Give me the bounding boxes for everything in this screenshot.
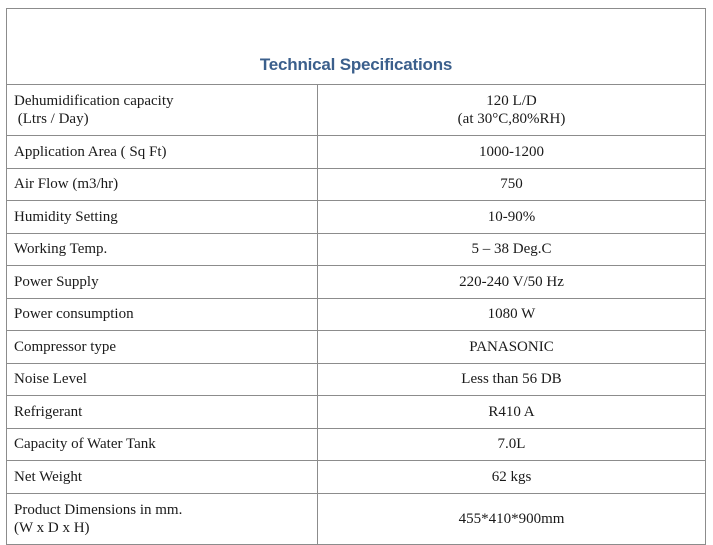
spec-label-line: Dehumidification capacity (14, 93, 174, 109)
spec-value-line: 1080 W (487, 306, 536, 323)
spec-value-line: 220-240 V/50 Hz (459, 273, 564, 290)
spec-value-line: 1000-1200 (479, 143, 544, 160)
table-row (7, 493, 706, 544)
table-row (7, 266, 706, 299)
table-row (7, 363, 706, 396)
spec-value (318, 168, 706, 201)
spec-value (318, 396, 706, 429)
table-row (7, 428, 706, 461)
spec-label-line: Net Weight (14, 468, 83, 485)
spec-value-line: 455*410*900mm (458, 510, 565, 527)
spec-value (318, 298, 706, 331)
spec-value-line: 750 (500, 176, 523, 193)
spec-label (7, 136, 318, 169)
spec-label-line: Capacity of Water Tank (14, 436, 156, 453)
table-row (7, 201, 706, 234)
spec-value (318, 461, 706, 494)
spec-value-line: R410 A (488, 403, 535, 420)
spec-value-line: 7.0L (497, 436, 526, 453)
spec-label (7, 168, 318, 201)
spec-label-line: Power consumption (14, 306, 134, 323)
table-row (7, 233, 706, 266)
spec-value-line: 120 L/D (486, 93, 537, 109)
table-row (7, 331, 706, 364)
spec-value (318, 136, 706, 169)
spec-value-line: (at 30°C,80%RH) (457, 111, 566, 127)
table-row (7, 396, 706, 429)
spec-value-line: Less than 56 DB (461, 371, 562, 388)
spec-label (7, 233, 318, 266)
spec-label-line: Air Flow (m3/hr) (14, 176, 119, 193)
spec-label (7, 461, 318, 494)
spec-label-line: Power Supply (14, 273, 99, 290)
spec-label (7, 396, 318, 429)
spec-value-line: 5 – 38 Deg.C (471, 241, 552, 258)
spec-label (7, 266, 318, 299)
spec-value (318, 428, 706, 461)
table-row (7, 85, 706, 136)
spec-table (6, 8, 706, 545)
spec-label-line: Working Temp. (14, 241, 108, 258)
spec-label (7, 298, 318, 331)
spec-value-line: 10-90% (487, 208, 536, 225)
spec-label-line: Product Dimensions in mm. (14, 501, 183, 518)
spec-label (7, 363, 318, 396)
spec-value (318, 331, 706, 364)
spec-value (318, 85, 706, 136)
spec-label-line: (W x D x H) (14, 519, 90, 536)
spec-label (7, 331, 318, 364)
spec-value (318, 201, 706, 234)
spec-label-line: Refrigerant (14, 403, 83, 420)
spec-label-line: Humidity Setting (14, 208, 118, 225)
spec-label (7, 201, 318, 234)
table-row (7, 298, 706, 331)
spec-label-line: Compressor type (14, 338, 117, 355)
table-row (7, 168, 706, 201)
spec-value-line: 62 kgs (491, 468, 532, 485)
spec-label (7, 428, 318, 461)
table-title: Technical Specifications (7, 9, 706, 85)
spec-value (318, 266, 706, 299)
spec-label-line: Application Area ( Sq Ft) (14, 143, 167, 160)
spec-body (7, 85, 706, 545)
spec-value (318, 233, 706, 266)
spec-value-line: PANASONIC (469, 338, 554, 355)
table-row (7, 461, 706, 494)
spec-label-line: (Ltrs / Day) (14, 111, 89, 127)
table-row (7, 136, 706, 169)
spec-label-line: Noise Level (14, 371, 87, 388)
spec-value (318, 493, 706, 544)
spec-label (7, 493, 318, 544)
spec-label (7, 85, 318, 136)
spec-value (318, 363, 706, 396)
